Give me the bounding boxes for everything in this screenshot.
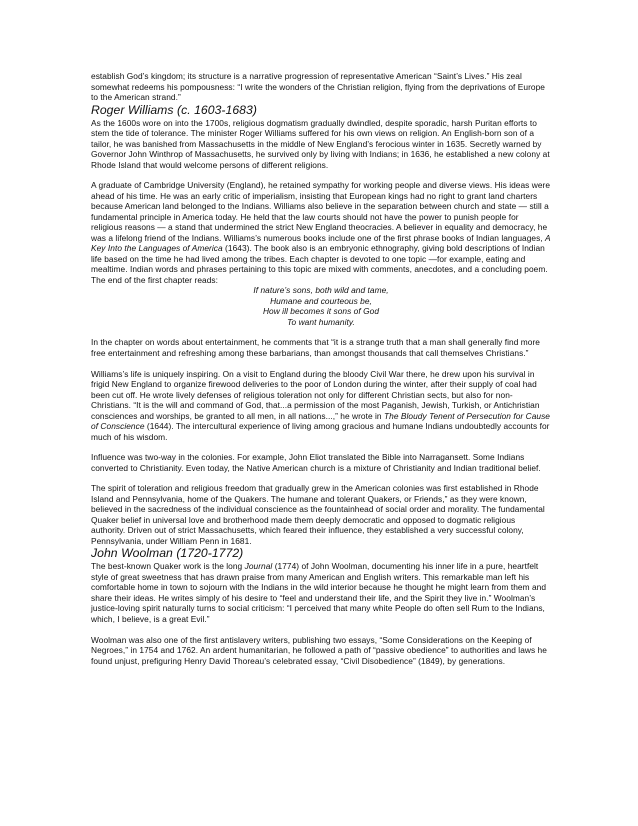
book-title: A Key Into the Languages of America (91, 232, 551, 254)
book-title: The Bloudy Tenent of Persecution for Cause of Conscience (91, 410, 550, 432)
document-page (91, 71, 551, 676)
book-title: Journal (244, 561, 273, 572)
williams-paragraph-1: As the 1600s wore on into the 1700s, religious dogmatism gradually dwindled, despite sporadic, harsh Puritan efforts to stem the tide of tolerance. The minister Roger Williams suffered for his own views on religion. An English-born son of a tailor, he was banished from Massachusetts in the middle of New England’s ferocious winter in 1635. Secretly warned by Governor John Winthrop of Massachusetts, he survived only by living with Indians; in 1636, he established a new colony at Rhode Island that would welcome persons of different religions. (91, 117, 550, 170)
poem-block (91, 285, 551, 327)
poem-line: Humane and courteous be, (270, 295, 372, 306)
williams-paragraph-3: In the chapter on words about entertainment, he comments that “it is a strange truth that a man shall generally find more free entertainment and refreshing among these barbarians, than amongst thousands that call themselves Christians.” (91, 337, 540, 358)
poem-line: To want humanity. (287, 316, 355, 327)
poem-line: If nature’s sons, both wild and tame, (253, 285, 389, 296)
heading-john-woolman: John Woolman (1720-1772) (91, 546, 244, 561)
paragraph-text: The best-known Quaker work is the long (91, 561, 245, 572)
paragraph-text: (1644). The intercultural experience of living among gracious and humane Indians undoubtedly accounts for much of his wisdom. (91, 421, 550, 442)
intro-paragraph: establish God’s kingdom; its structure is a narrative progression of representative American “Saint’s Lives.” His zeal somewhat redeems his pompousness: “I write the wonders of the Christian religion, flying from the deprivations of Europe to the American strand.” (91, 71, 545, 102)
williams-paragraph-5: Influence was two-way in the colonies. For example, John Eliot translated the Bible into Narragansett. Some Indians converted to Christianity. Even today, the Native American church is a mixture of Christianity and Indian traditional belief. (91, 452, 541, 473)
heading-roger-williams: Roger Williams (c. 1603-1683) (91, 102, 257, 117)
paragraph-text: A graduate of Cambridge University (England), he retained sympathy for working people and diverse views. His ideas were ahead of his time. He was an early critic of imperialism, insisting that European kings had no right to grant land charters because American land belonged to the Indians. Williams also believe in the separation between church and state — still a fundamental principle in America today. He held that the law courts should not have the power to punish people for religious reasons — a stand that undermined the strict New England theocracies. A believer in equality and democracy, he was a lifelong friend of the Indians. Williams’s numerous books include one of the first phrase books of Indian languages, (91, 180, 551, 243)
woolman-paragraph-1 (91, 561, 551, 624)
williams-paragraph-2 (91, 180, 551, 285)
williams-paragraph-6: The spirit of toleration and religious freedom that gradually grew in the American colonies was first established in Rhode Island and Pennsylvania, home of the Quakers. The humane and tolerant Quakers, or Friends,” as they were known, believed in the sacredness of the individual conscience as the fountainhead of social order and morality. The fundamental Quaker belief in universal love and brotherhood made them deeply democratic and opposed to dogmatic religious authority. Driven out of strict Massachusetts, which feared their influence, they established a very successful colony, Pennsylvania, under William Penn in 1681. (91, 483, 545, 546)
williams-paragraph-4 (91, 369, 551, 443)
paragraph-text: (1643). The book also is an embryonic ethnography, giving bold descriptions of Indian life based on the time he had lived among the tribes. Each chapter is devoted to one topic —for example, eating and mealtime. Indian words and phrases pertaining to this topic are mixed with comments, anecdotes, and a concluding poem. The end of the first chapter reads: (91, 243, 548, 285)
poem-line: How ill becomes it sons of God (262, 306, 380, 317)
woolman-paragraph-2: Woolman was also one of the first antislavery writers, publishing two essays, “Some Considerations on the Keeping of Negroes,” in 1754 and 1762. An ardent humanitarian, he followed a path of “passive obedience” to authorities and laws he found unjust, prefiguring Henry David Thoreau’s celebrated essay, “Civil Disobedience” (1849), by generations. (91, 634, 547, 666)
paragraph-text: Williams’s life is uniquely inspiring. On a visit to England during the bloody Civil War there, he drew upon his survival in frigid New England to organize firewood deliveries to the poor of London during the winter, after their supply of coal had been cut off. He wrote lively defenses of religious toleration not only for different Christian sects, but also for non-Christians. “It is the will and command of God, that...a permission of the most Paganish, Jewish, Turkish, or Antichristian consciences and worships, be granted to all men, in all nations...,” he wrote in (91, 368, 540, 421)
paragraph-text: (1774) of John Woolman, documenting his inner life in a pure, heartfelt style of great sweetness that has drawn praise from many American and English writers. This remarkable man left his comfortable home in town to sojourn with the Indians in the wild interior because he thought he might learn from them and share their ideas. He writes simply of his desire to “feel and understand their life, and the Spirit they live in.” Woolman’s justice-loving spirit naturally turns to social criticism: “I perceived that many white People do often sell Rum to the Indians, which, I believe, is a great Evil.” (91, 561, 547, 624)
